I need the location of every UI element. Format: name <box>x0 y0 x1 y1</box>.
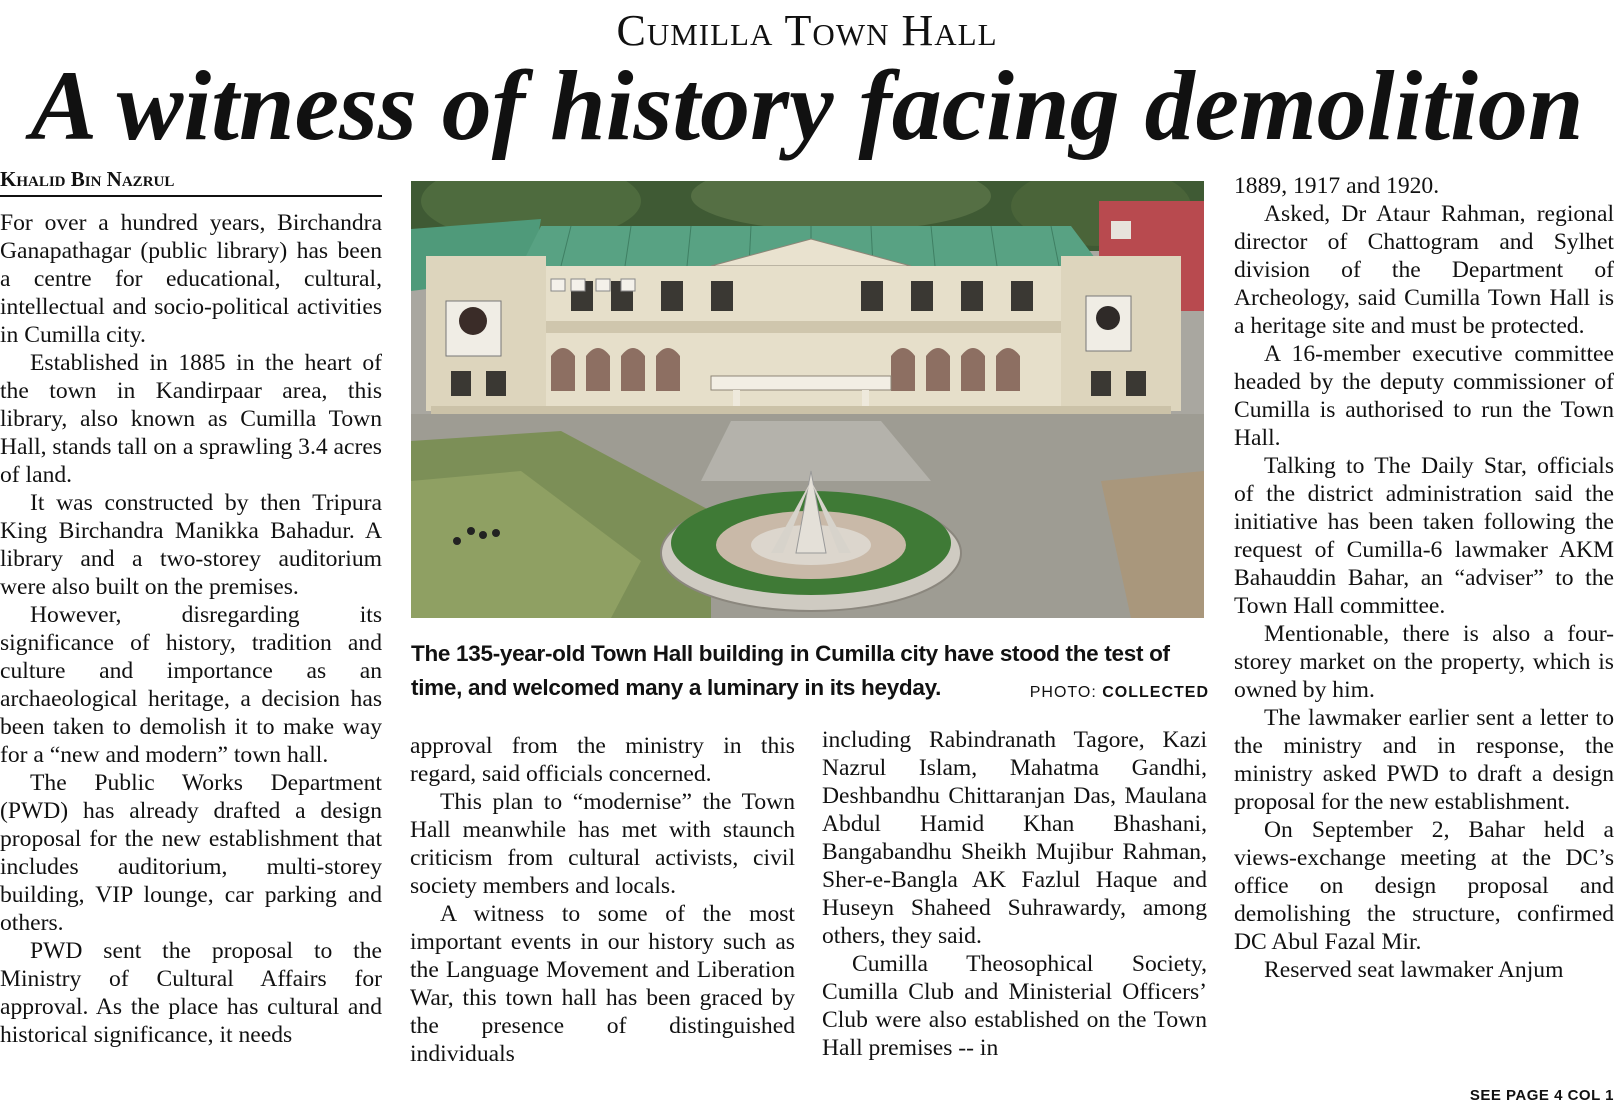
photo-credit-source: COLLECTED <box>1102 684 1209 701</box>
paragraph: For over a hundred years, Birchandra Ganapathagar (public library) has been a centre for educational, cultural, intellectual and socio-political activities in Cumilla city. <box>0 210 382 348</box>
paragraph: 1889, 1917 and 1920. <box>1234 173 1440 199</box>
article-column-4 <box>1234 172 1614 984</box>
paragraph: The lawmaker earlier sent a letter to the ministry and in response, the ministry asked PWD to draft a design proposal for the new establishment. <box>1234 705 1614 815</box>
paragraph: A 16-member executive committee headed by the deputy commissioner of Cumilla is authorised to run the Town Hall. <box>1234 341 1614 451</box>
paragraph: A witness to some of the most important events in our history such as the Language Movement and Liberation War, this town hall has been graced by the presence of distinguished individuals <box>410 901 795 1067</box>
paragraph: On September 2, Bahar held a views-exchange meeting at the DC’s office on design proposal and demolishing the structure, confirmed DC Abul Fazal Mir. <box>1234 817 1614 955</box>
article-column-1 <box>0 209 382 1049</box>
photo-caption: The 135-year-old Town Hall building in Cumilla city have stood the test of time, and welcomed many a luminary in its heyday. <box>411 641 1170 700</box>
paragraph: This plan to “modernise” the Town Hall meanwhile has met with staunch criticism from cultural activists, civil society members and locals. <box>410 789 795 899</box>
paragraph: PWD sent the proposal to the Ministry of Cultural Affairs for approval. As the place has cultural and historical significance, it needs <box>0 938 382 1048</box>
byline: Khalid Bin Nazrul <box>0 166 382 197</box>
paragraph: including Rabindranath Tagore, Kazi Nazrul Islam, Mahatma Gandhi, Deshbandhu Chittaranjan Das, Maulana Abdul Hamid Khan Bhashani, Bangabandhu Sheikh Mujibur Rahman, Sher-e-Bangla AK Fazlul Haque and Huseyn Shaheed Suhrawardy, among others, they said. <box>822 727 1207 949</box>
paragraph: Established in 1885 in the heart of the town in Kandirpaar area, this library, also known as Cumilla Town Hall, stands tall on a sprawling 3.4 acres of land. <box>0 350 382 488</box>
article-column-3 <box>822 726 1207 1062</box>
paragraph: Talking to The Daily Star, officials of the district administration said the initiative has been taken following the request of Cumilla-6 lawmaker AKM Bahauddin Bahar, an “adviser” to the Town Hall committee. <box>1234 453 1614 619</box>
paragraph: Mentionable, there is also a four-storey market on the property, which is owned by him. <box>1234 621 1614 703</box>
headline: A witness of history facing demolition <box>30 50 1584 161</box>
paragraph: Cumilla Theosophical Society, Cumilla Club and Ministerial Officers’ Club were also established on the Town Hall premises -- in <box>822 951 1207 1061</box>
paragraph: approval from the ministry in this regard, said officials concerned. <box>410 733 795 787</box>
photo-credit-label: PHOTO: <box>1029 684 1097 701</box>
continued-jump-line: SEE PAGE 4 COL 1 <box>1469 1087 1614 1104</box>
article-column-2 <box>410 732 795 1068</box>
town-hall-photo <box>411 181 1204 618</box>
photo-credit <box>1019 684 1209 702</box>
paragraph: However, disregarding its significance of history, tradition and culture and importance as an archaeological heritage, a decision has been taken to demolish it to make way for a “new and modern” town hall. <box>0 602 382 768</box>
paragraph: Asked, Dr Ataur Rahman, regional director of Chattogram and Sylhet division of the Department of Archeology, said Cumilla Town Hall is a heritage site and must be protected. <box>1234 201 1614 339</box>
paragraph: The Public Works Department (PWD) has already drafted a design proposal for the new establishment that includes auditorium, multi-storey building, VIP lounge, car parking and others. <box>0 770 382 936</box>
paragraph: It was constructed by then Tripura King Birchandra Manikka Bahadur. A library and a two-storey auditorium were also built on the premises. <box>0 490 382 600</box>
paragraph: Reserved seat lawmaker Anjum <box>1264 957 1564 983</box>
section-kicker: Cumilla Town Hall <box>616 6 998 55</box>
